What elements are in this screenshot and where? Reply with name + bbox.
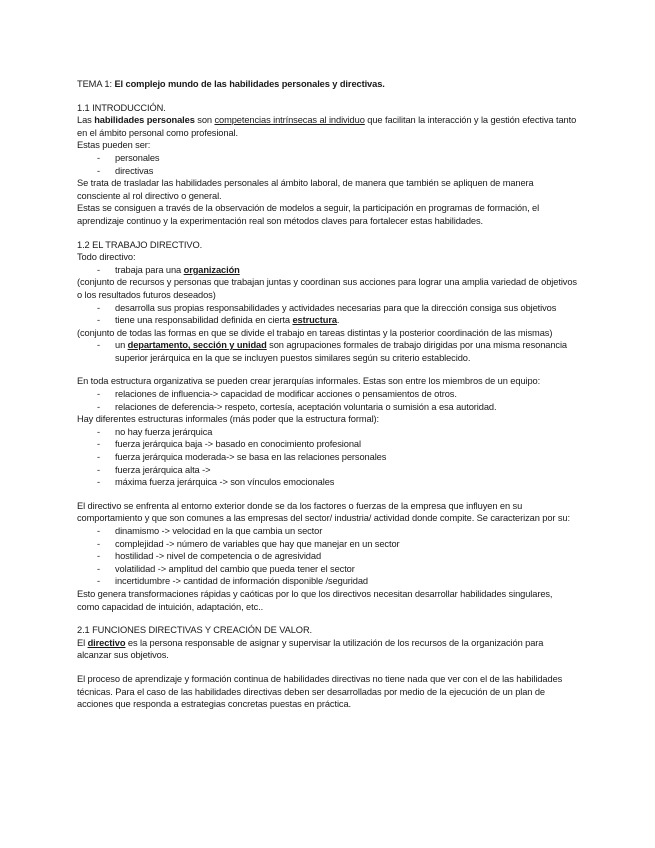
list-item: - hostilidad -> nivel de competencia o de agresividad (97, 551, 322, 562)
list-item: - trabaja para una organización (97, 264, 240, 275)
paragraph: En toda estructura organizativa se pueden crear jerarquías informales. Estas son entre los miembros de un equipo: (77, 376, 541, 387)
list-item: - directivas (97, 165, 154, 176)
list-item: - personales (97, 152, 160, 163)
paragraph: Estas se consiguen a través de la observación de modelos a seguir, la participación en programas de formación, el aprendizaje continuo y la experimentación real son métodos claves para fortalecer estas habilidades. (77, 203, 540, 226)
list-item: - desarrolla sus propias responsabilidades y actividades necesarias para que la dirección consiga sus objetivos (97, 302, 557, 313)
list-item: - incertidumbre -> cantidad de información disponible /seguridad (97, 576, 368, 587)
paragraph: Todo directivo: (77, 252, 136, 263)
list-item: - fuerza jerárquica baja -> basado en conocimiento profesional (97, 439, 361, 450)
paragraph: Se trata de trasladar las habilidades personales al ámbito laboral, de manera que también se apliquen de manera consciente al rol directivo o general. (77, 178, 534, 201)
list-item: - relaciones de influencia-> capacidad de modificar acciones o pensamientos de otros. (97, 389, 457, 400)
list-item: - complejidad -> número de variables que hay que manejar en un sector (97, 538, 400, 549)
section-heading-funciones: 2.1 FUNCIONES DIRECTIVAS Y CREACIÓN DE VALOR. (77, 625, 313, 636)
paragraph: Estas pueden ser: (77, 140, 151, 151)
paragraph: Esto genera transformaciones rápidas y caóticas por lo que los directivos necesitan desarrollar habilidades singulares, como capacidad de intuición, adaptación, etc.. (77, 588, 553, 612)
list-item: - dinamismo -> velocidad en la que cambia un sector (97, 526, 323, 536)
paragraph: El directivo es la persona responsable de asignar y supervisar la utilización de los recursos de la organización para alcanzar sus objetivos. (77, 637, 544, 661)
paragraph: El directivo se enfrenta al entorno exterior donde se da los factores o fuerzas de la empresa que influyen en su comportamiento y que son comunes a las empresas del sector/ industria/ actividad donde compite. Se caracterizan por su: (77, 500, 570, 524)
list-item: - relaciones de deferencia-> respeto, cortesía, aceptación voluntaria o sumisión a esa autoridad. (97, 401, 497, 412)
list-item: - volatilidad -> amplitud del cambio que pueda tener el sector (97, 563, 355, 574)
paragraph: El proceso de aprendizaje y formación continua de habilidades directivas no tiene nada que ver con el de las habilidades técnicas. Para el caso de las habilidades directivas deben ser desarrolladas por medio de la ejecución de un plan de acciones que responda a estrategias concretas puestas en práctica. (77, 673, 563, 710)
list-item: - no hay fuerza jerárquica (97, 426, 213, 437)
paragraph: Las habilidades personales son competencias intrínsecas al individuo que facilitan la interacción y la gestión efectiva tanto en el ámbito personal como profesional. (77, 115, 577, 138)
list-item: - tiene una responsabilidad definida en cierta estructura. (97, 315, 340, 326)
section-heading-intro: 1.1 INTRODUCCIÓN. (77, 102, 166, 113)
document-title: TEMA 1: El complejo mundo de las habilidades personales y directivas. (77, 79, 385, 89)
list-item: - fuerza jerárquica alta -> (97, 464, 211, 475)
list-item: - máxima fuerza jerárquica -> son vínculos emocionales (97, 477, 335, 488)
document-page (77, 78, 577, 711)
paragraph: (conjunto de todas las formas en que se divide el trabajo en tareas distintas y la posterior coordinación de las mismas) (77, 327, 553, 338)
paragraph: Hay diferentes estructuras informales (más poder que la estructura formal): (77, 414, 380, 425)
list-item: - un departamento, sección y unidad son agrupaciones formales de trabajo dirigidas por una misma resonancia superior jerárquica en la que se incluyen puestos similares según su criterio establecido. (97, 340, 567, 363)
section-heading-trabajo-directivo: 1.2 EL TRABAJO DIRECTIVO. (77, 239, 203, 250)
paragraph: (conjunto de recursos y personas que trabajan juntas y coordinan sus acciones para lograr una amplia variedad de objetivos o los resultados futuros deseados) (77, 277, 577, 300)
list-item: - fuerza jerárquica moderada-> se basa en las relaciones personales (97, 452, 387, 463)
